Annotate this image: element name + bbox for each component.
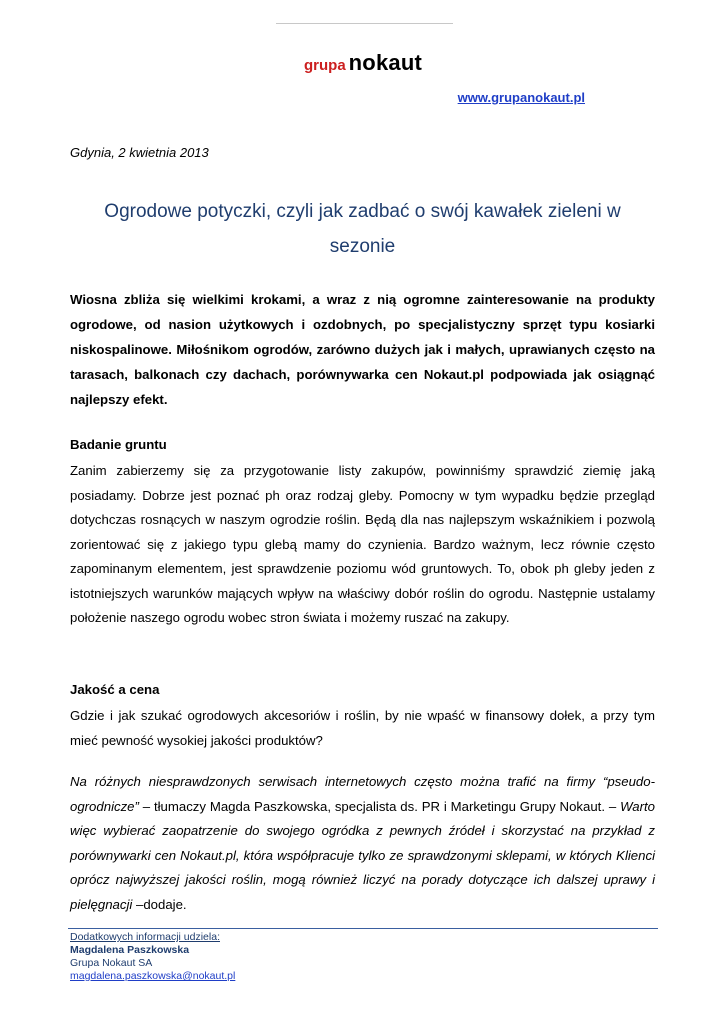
website-link[interactable]: www.grupanokaut.pl <box>457 90 585 105</box>
quote-part-1: Na różnych niesprawdzonych serwisach internetowych często można trafić na firmy “pseudo-ogrodnicze” <box>70 774 655 814</box>
contact-email-link[interactable]: magdalena.paszkowska@nokaut.pl <box>70 970 236 982</box>
contact-footer <box>70 931 235 983</box>
contact-company: Grupa Nokaut SA <box>70 957 153 969</box>
logo-prefix: grupa <box>304 57 346 74</box>
footer-heading: Dodatkowych informacji udziela: <box>70 931 220 943</box>
quote-part-2: Warto więc wybierać zaopatrzenie do swojego ogródka z pewnych źródeł i skorzystać na przykład z porównywarki cen Nokaut.pl, która współpracuje tylko ze sprawdzonymi sklepami, w których Klienci oprócz najwyższej jakości roślin, mogą również liczyć na porady dotyczące ich dalszej uprawy i pielęgnacji <box>70 798 655 912</box>
quote-ending: –dodaje. <box>132 896 187 912</box>
section-title-quality: Jakość a cena <box>70 682 160 697</box>
contact-name: Magdalena Paszkowska <box>70 944 190 956</box>
logo-name: nokaut <box>348 50 422 75</box>
paragraph-quality: Gdzie i jak szukać ogrodowych akcesoriów i roślin, by nie wpaść w finansowy dołek, a przy tym mieć pewność wysokiej jakości produktów? <box>70 708 655 748</box>
footer-divider <box>68 928 658 929</box>
page-title: Ogrodowe potyczki, czyli jak zadbać o swój kawałek zieleni w sezonie <box>104 201 621 257</box>
quote-attribution: – tłumaczy Magda Paszkowska, specjalista ds. PR i Marketingu Grupy Nokaut. – <box>138 798 621 814</box>
quote-paragraph <box>70 770 655 917</box>
company-logo <box>304 50 422 76</box>
dateline: Gdynia, 2 kwietnia 2013 <box>70 145 209 160</box>
paragraph-soil: Zanim zabierzemy się za przygotowanie listy zakupów, powinniśmy sprawdzić ziemię jaką posiadamy. Dobrze jest poznać ph oraz rodzaj gleby. Pomocny w tym wypadku będzie przegląd dotychczas rosnących w naszym ogrodzie roślin. Będą dla nas najlepszym wskaźnikiem i pozwolą zorientować się z jakiego typu glebą mamy do czynienia. Bardzo ważnym, lecz równie często zapominanym elementem, jest sprawdzenie poziomu wód gruntowych. To, obok ph gleby jeden z istotniejszych warunków mających wpływ na właściwy dobór roślin do ogrodu. Następnie ustalamy położenie naszego ogrodu wobec stron świata i możemy ruszać na zakupy. <box>70 463 655 625</box>
lead-paragraph: Wiosna zbliża się wielkimi krokami, a wraz z nią ogromne zainteresowanie na produkty ogrodowe, od nasion użytkowych i ozdobnych, po specjalistyczny sprzęt typu kosiarki niskospalinowe. Miłośnikom ogrodów, zarówno dużych jak i małych, uprawianych często na tarasach, balkonach czy dachach, porównywarka cen Nokaut.pl podpowiada jak osiągnąć najlepszy efekt. <box>70 292 655 407</box>
section-title-soil: Badanie gruntu <box>70 437 167 452</box>
header-divider <box>276 23 453 24</box>
